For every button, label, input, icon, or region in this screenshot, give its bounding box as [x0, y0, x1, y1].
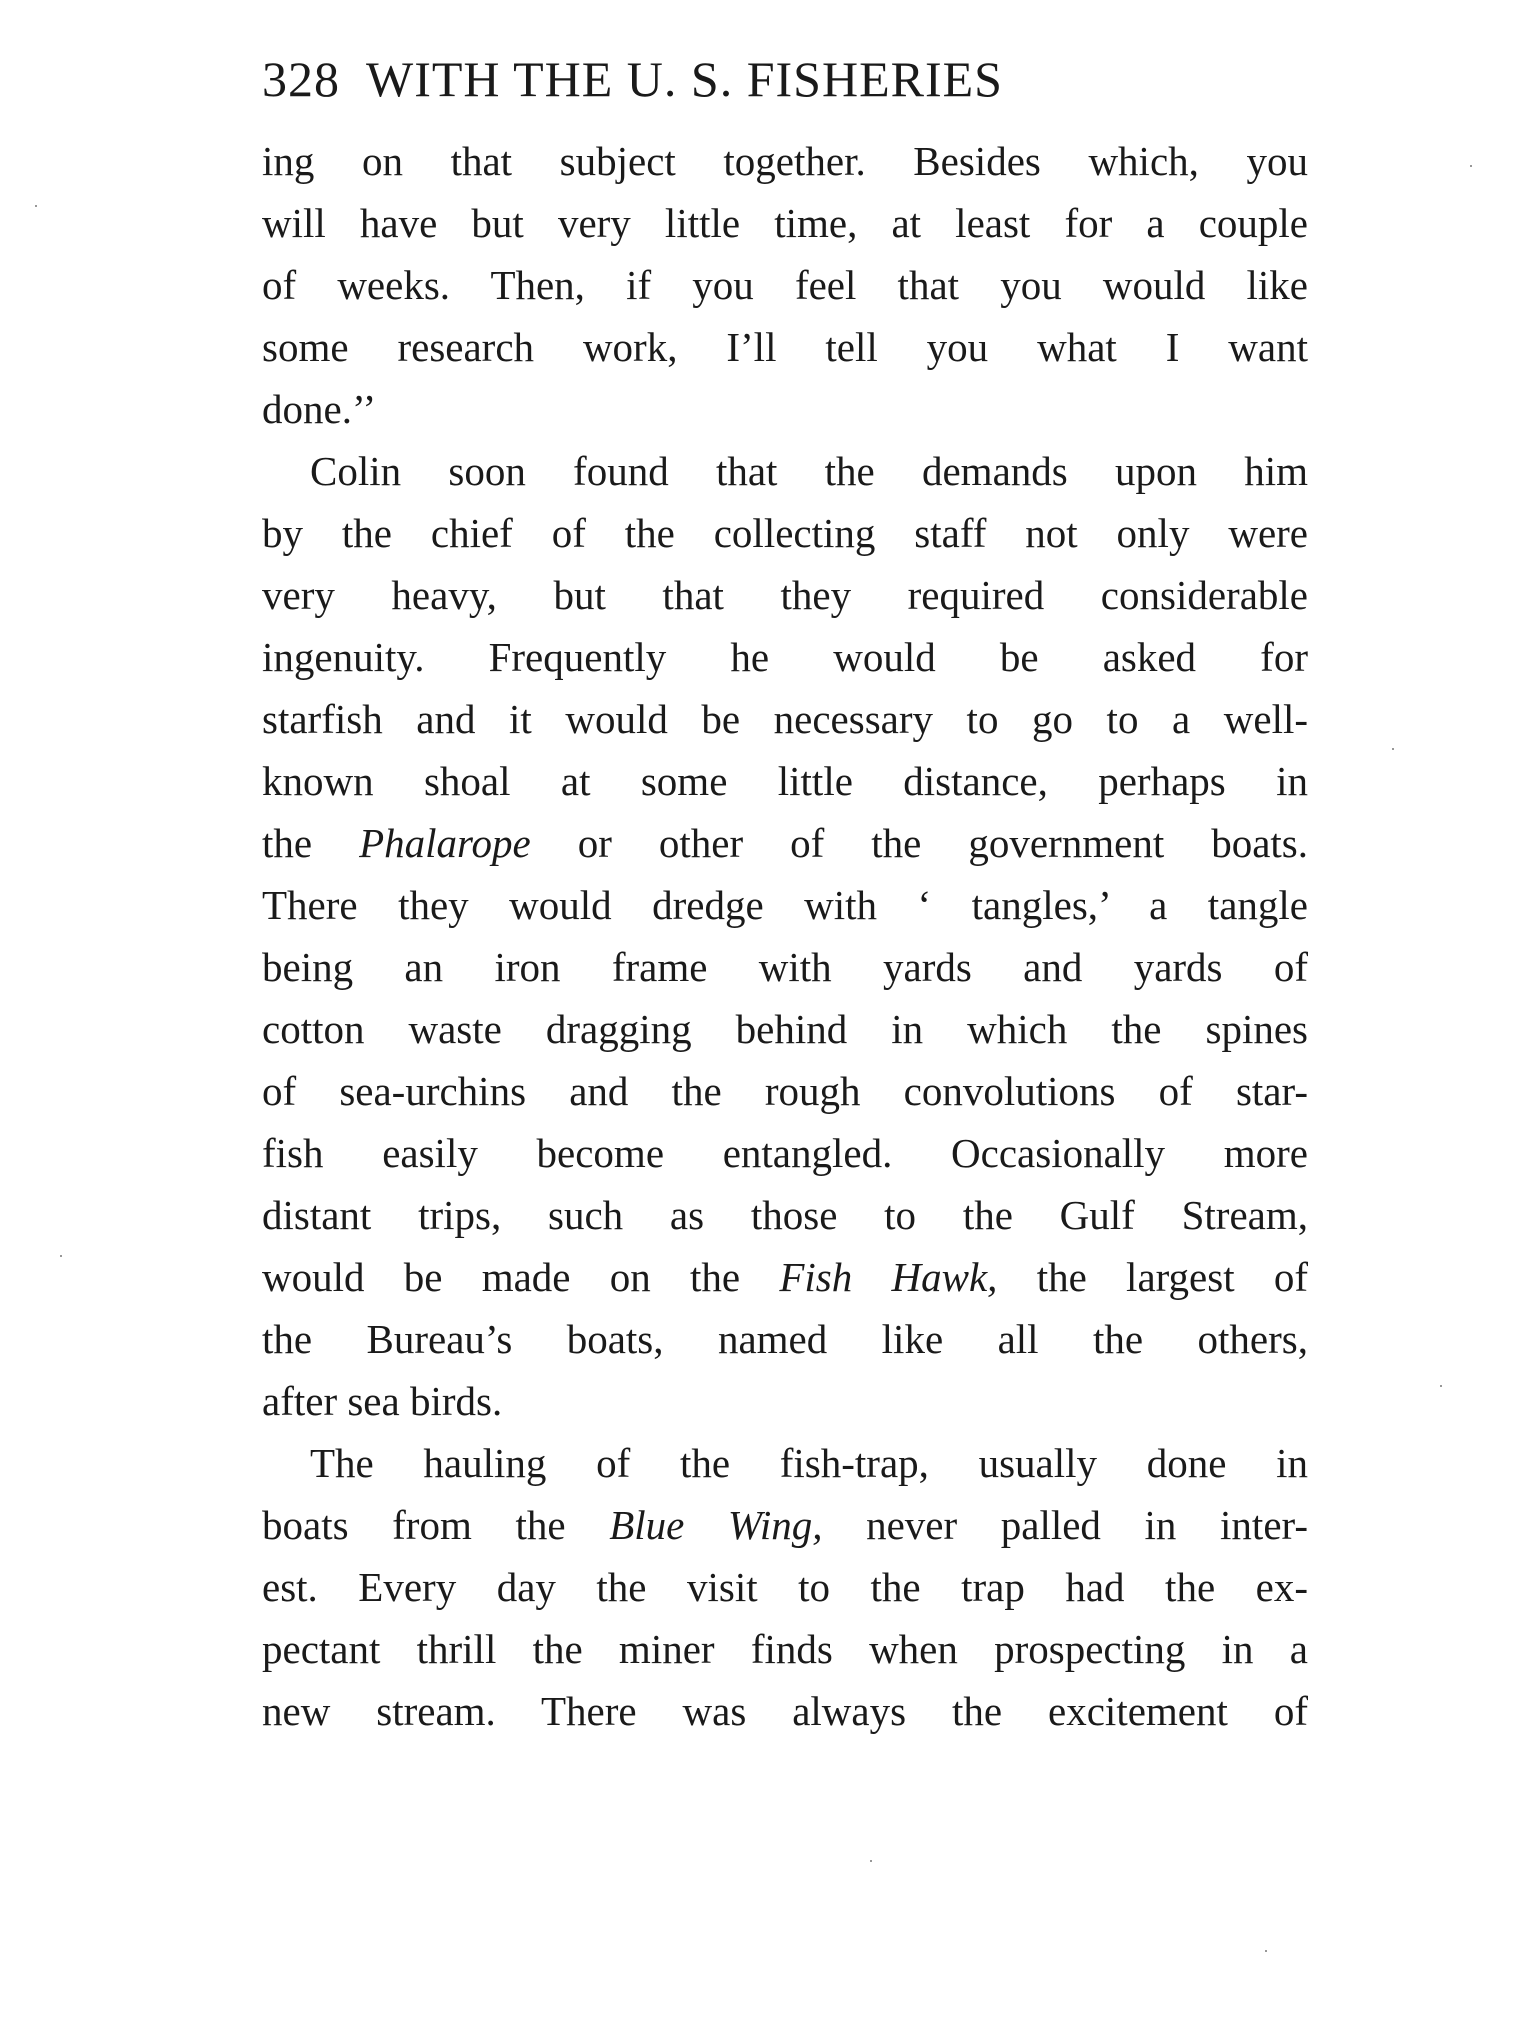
running-head: [262, 44, 1312, 114]
italic-ship-name: Blue Wing,: [609, 1502, 823, 1548]
paper-speck: [870, 1860, 872, 1862]
text-line: of sea-urchins and the rough convolutions of star-: [262, 1068, 1308, 1114]
paper-speck: [1470, 165, 1472, 167]
italic-ship-name: Phalarope: [359, 820, 531, 866]
italic-ship-name: Fish Hawk,: [779, 1254, 998, 1300]
text-line: [262, 812, 1308, 874]
text-line: [262, 1246, 1308, 1308]
text-line: new stream. There was always the excitement of: [262, 1688, 1308, 1734]
text-line: ingenuity. Frequently he would be asked for: [262, 634, 1308, 680]
text-line: cotton waste dragging behind in which the spines: [262, 1006, 1308, 1052]
text-segment: never palled in inter-: [866, 1502, 1308, 1548]
text-line: est. Every day the visit to the trap had the ex-: [262, 1564, 1308, 1610]
page-number: 328: [262, 51, 340, 107]
text-line: will have but very little time, at least for a couple: [262, 200, 1308, 246]
text-line: [262, 1494, 1308, 1556]
body-text: [262, 130, 1308, 1742]
paper-speck: [1265, 1950, 1267, 1952]
text-line: of weeks. Then, if you feel that you would like: [262, 262, 1308, 308]
text-line: fish easily become entangled. Occasionally more: [262, 1130, 1308, 1176]
text-segment: boats from the: [262, 1502, 566, 1548]
text-line: distant trips, such as those to the Gulf Stream,: [262, 1192, 1308, 1238]
text-line: pectant thrill the miner finds when prospecting in a: [262, 1626, 1308, 1672]
paper-speck: [35, 205, 37, 207]
text-segment: or other of the government boats.: [577, 820, 1308, 866]
text-line: There they would dredge with ‘ tangles,’ a tangle: [262, 882, 1308, 928]
text-line: ing on that subject together. Besides which, you: [262, 138, 1308, 184]
text-line: starfish and it would be necessary to go to a well-: [262, 696, 1308, 742]
text-line: the Bureau’s boats, named like all the others,: [262, 1316, 1308, 1362]
text-line: very heavy, but that they required considerable: [262, 572, 1308, 618]
paper-speck: [1440, 1385, 1442, 1387]
text-line: The hauling of the fish-trap, usually done in: [310, 1440, 1308, 1486]
text-line: after sea birds.: [262, 1378, 503, 1424]
paper-speck: [60, 1255, 62, 1257]
text-line: done.’’: [262, 386, 377, 432]
text-line: Colin soon found that the demands upon him: [310, 448, 1308, 494]
text-line: some research work, I’ll tell you what I want: [262, 324, 1308, 370]
text-line: by the chief of the collecting staff not only were: [262, 510, 1308, 556]
text-line: known shoal at some little distance, perhaps in: [262, 758, 1308, 804]
text-segment: the: [262, 820, 313, 866]
text-segment: would be made on the: [262, 1254, 741, 1300]
text-segment: the largest of: [1036, 1254, 1308, 1300]
text-line: being an iron frame with yards and yards of: [262, 944, 1308, 990]
running-head-title: WITH THE U. S. FISHERIES: [366, 51, 1003, 107]
paper-speck: [1392, 748, 1394, 750]
